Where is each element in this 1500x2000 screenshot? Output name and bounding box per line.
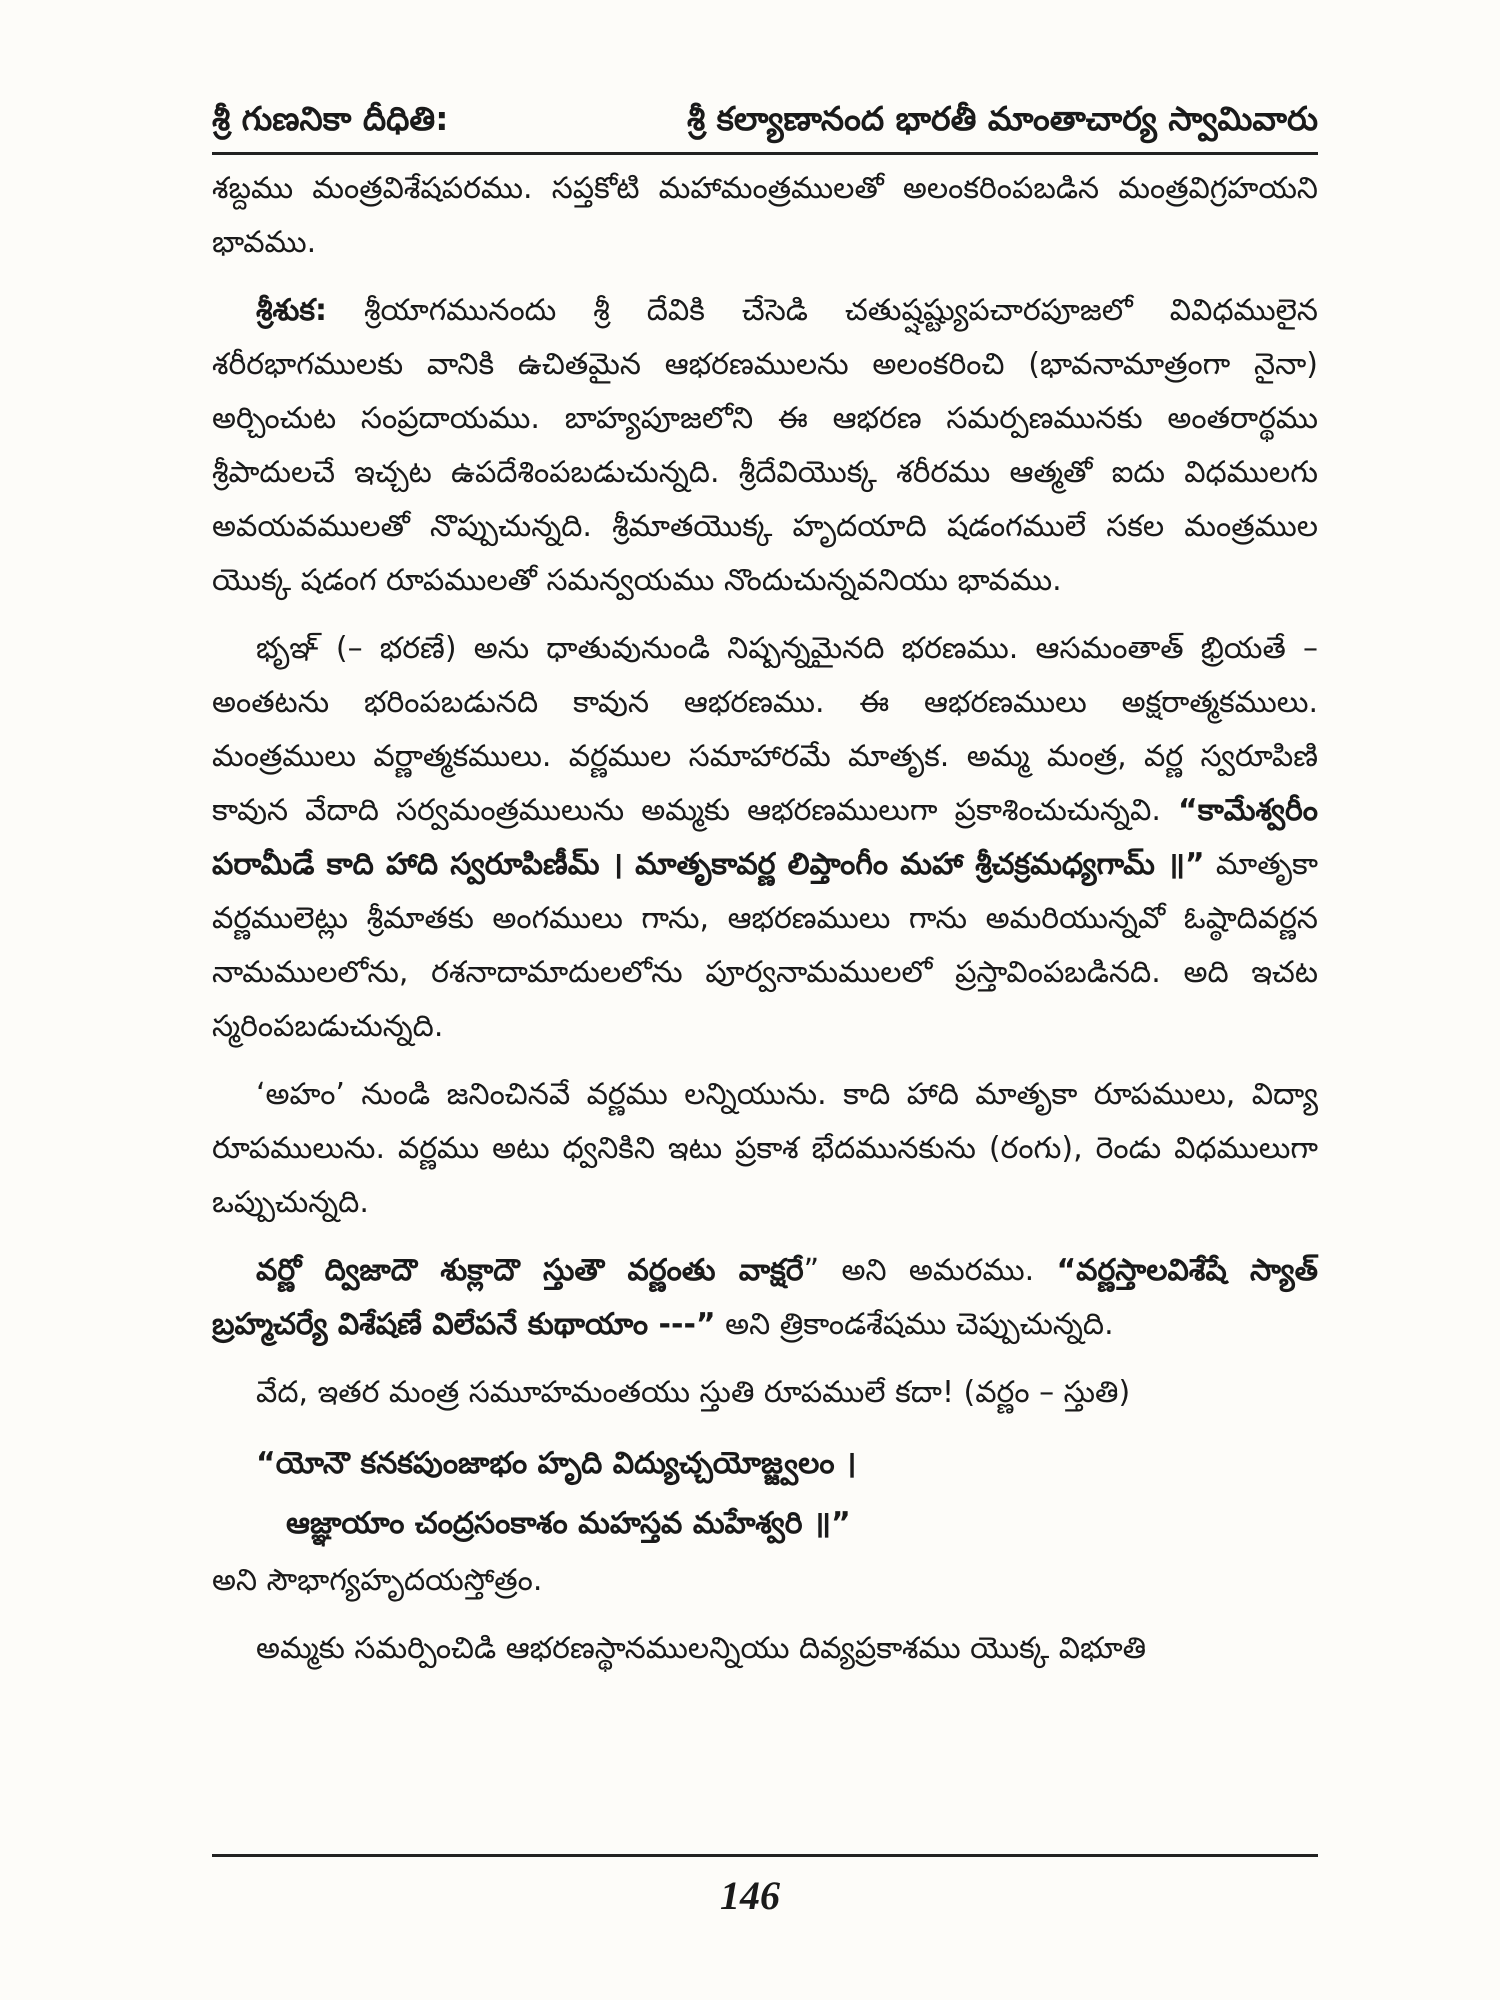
paragraph-3 <box>212 622 1318 1054</box>
paragraph-5-quote-1: వర్ణో ద్విజాదౌ శుక్లాదౌ స్తుతౌ వర్ణంతు వాక్షరే <box>256 1253 804 1288</box>
running-header <box>212 88 1318 150</box>
paragraph-2-label: శ్రీశుక: <box>256 293 328 328</box>
paragraph-2 <box>212 284 1318 608</box>
paragraph-3-text-b: మాతృకా వర్ణములెట్లు శ్రీమాతకు అంగములు గాను, ఆభరణములు గాను అమరియున్నవో ఓష్ఠాదివర్ణన నామములలోను, రశనాదామాదులలోను పూర్వనామములలో ప్రస్తావింపబడినది. అది ఇచట స్మరింపబడుచున్నది. <box>212 847 1318 1044</box>
page-number: 146 <box>720 1873 780 1918</box>
paragraph-7: అమ్మకు సమర్పించిడి ఆభరణస్థానములన్నియు దివ్యప్రకాశము యొక్క విభూతి <box>256 1631 1147 1666</box>
paragraph-5-text-end: అని త్రికాండశేషము చెప్పుచున్నది. <box>715 1307 1114 1342</box>
paragraph-1: శబ్దము మంత్రవిశేషపరము. సప్తకోటి మహామంత్రములతో అలంకరింపబడిన మంత్రవిగ్రహయని భావము. <box>212 171 1318 260</box>
footer-divider <box>212 1854 1318 1857</box>
paragraph-5-text-mid: ” అని అమరము. <box>803 1253 1057 1288</box>
verse-block <box>256 1434 1318 1554</box>
paragraph-5 <box>212 1244 1318 1352</box>
header-author: శ్రీ కల్యాణానంద భారతీ మాంతాచార్య స్వామివారు <box>686 99 1318 138</box>
verse-attribution: అని సౌభాగ్యహృదయస్తోత్రం. <box>212 1563 543 1598</box>
paragraph-4: ‘అహం’ నుండి జనించినవే వర్ణము లన్నియును. కాది హాది మాతృకా రూపములు, విద్యా రూపములును. వర్ణము అటు ధ్వనికిని ఇటు ప్రకాశ భేదమునకును (రంగు), రెండు విధములుగా ఒప్పుచున్నది. <box>212 1077 1318 1220</box>
verse-line-1: “యోనౌ కనకపుంజాభం హృది విద్యుచ్చయోజ్జ్వలం । <box>256 1446 857 1481</box>
paragraph-6: వేద, ఇతర మంత్ర సమూహమంతయు స్తుతి రూపములే కదా! (వర్ణం – స్తుతి) <box>256 1375 1131 1410</box>
header-divider <box>212 152 1318 155</box>
header-book-title: శ్రీ గుణనికా దీధితి: <box>212 99 449 138</box>
page-body <box>212 162 1318 1690</box>
paragraph-3-quote: “కామేశ్వరీం పరామీడే కాది హాది స్వరూపిణీమ్ । మాతృకావర్ణ లిప్తాంగీం మహా శ్రీచక్రమధ్యగామ్ ॥” <box>212 793 1318 882</box>
verse-line-2: ఆజ్ఞాయాం చంద్రసంకాశం మహస్తవ మహేశ్వరి ॥” <box>286 1506 851 1541</box>
paragraph-2-text: శ్రీయాగమునందు శ్రీ దేవికి చేసెడి చతుష్షష్ట్యుపచారపూజలో వివిధములైన శరీరభాగములకు వానికి ఉచితమైన ఆభరణములను అలంకరించి (భావనామాత్రంగా నైనా) అర్చించుట సంప్రదాయము. బాహ్యపూజలోని ఈ ఆభరణ సమర్పణమునకు అంతరార్థము శ్రీపాదులచే ఇచ్చట ఉపదేశింపబడుచున్నది. శ్రీదేవియొక్క శరీరము ఆత్మతో ఐదు విధములగు అవయవములతో నొప్పుచున్నది. శ్రీమాతయొక్క హృదయాది షడంగములే సకల మంత్రముల యొక్క షడంగ రూపములతో సమన్వయము నొందుచున్నవనియు భావము. <box>212 293 1318 598</box>
paragraph-5-quote-2: “వర్ణస్తాలవిశేషే స్యాత్ బ్రహ్మచర్యే విశేషణే విలేపనే కుథాయాం ---” <box>212 1253 1318 1342</box>
paragraph-3-text-a: భృఞ్ (– భరణే) అను ధాతువునుండి నిష్పన్నమైనది భరణము. ఆసమంతాత్ భ్రియతే – అంతటను భరింపబడునది కావున ఆభరణము. ఈ ఆభరణములు అక్షరాత్మకములు. మంత్రములు వర్ణాత్మకములు. వర్ణముల సమాహారమే మాతృక. అమ్మ మంత్ర, వర్ణ స్వరూపిణి కావున వేదాది సర్వమంత్రములును అమ్మకు ఆభరణములుగా ప్రకాశించుచున్నవి. <box>212 631 1318 828</box>
